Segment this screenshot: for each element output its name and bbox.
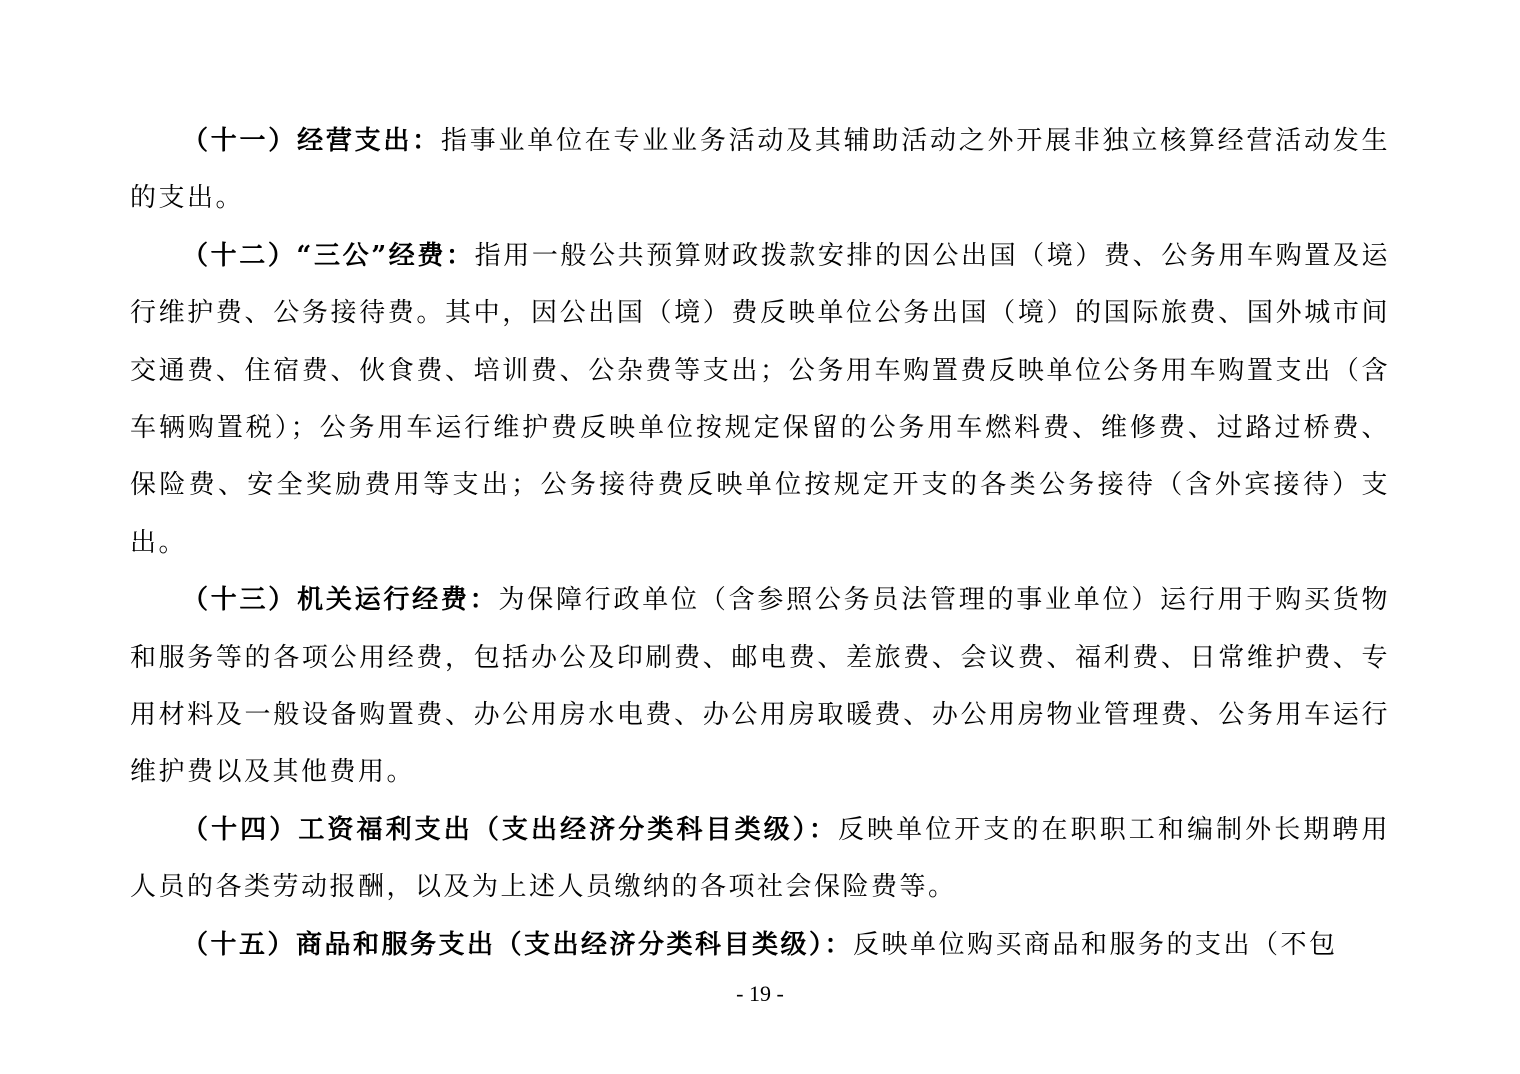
- page-number: - 19 -: [736, 981, 784, 1006]
- paragraph-three-public-expenses: [130, 228, 1390, 572]
- paragraph-wages-welfare-expenditure: [130, 802, 1390, 917]
- paragraph-heading: （十四）工资福利支出（支出经济分类科目类级）：: [182, 814, 838, 845]
- paragraph-heading: （十一）经营支出：: [182, 126, 441, 156]
- paragraph-heading: （十五）商品和服务支出（支出经济分类科目类级）：: [182, 929, 854, 960]
- paragraph-agency-operating-funds: [130, 572, 1390, 802]
- document-body: [130, 113, 1390, 974]
- paragraph-goods-services-expenditure: [130, 917, 1390, 974]
- paragraph-text: 反映单位开支的在职职工和编制外长期聘用人员的各类劳动报酬，以及为上述人员缴纳的各项社会保险费等。: [130, 814, 1390, 903]
- paragraph-operating-expenditure: [130, 113, 1390, 228]
- paragraph-heading: （十三）机关运行经费：: [182, 585, 499, 616]
- paragraph-text: 指用一般公共预算财政拨款安排的因公出国（境）费、公务用车购置及运行维护费、公务接待费。其中，因公出国（境）费反映单位公务出国（境）的国际旅费、国外城市间交通费、住宿费、伙食费、培训费、公杂费等支出；公务用车购置费反映单位公务用车购置支出（含车辆购置税）；公务用车运行维护费反映单位按规定保留的公务用车燃料费、维修费、过路过桥费、保险费、安全奖励费用等支出；公务接待费反映单位按规定开支的各类公务接待（含外宾接待）支出。: [130, 240, 1390, 558]
- paragraph-text: 反映单位购买商品和服务的支出（不包: [853, 929, 1338, 960]
- paragraph-text: 为保障行政单位（含参照公务员法管理的事业单位）运行用于购买货物和服务等的各项公用经费，包括办公及印刷费、邮电费、差旅费、会议费、福利费、日常维护费、专用材料及一般设备购置费、办公用房水电费、办公用房取暖费、办公用房物业管理费、公务用车运行维护费以及其他费用。: [130, 585, 1390, 788]
- paragraph-text: 指事业单位在专业业务活动及其辅助活动之外开展非独立核算经营活动发生的支出。: [130, 126, 1390, 214]
- paragraph-heading: （十二）“三公”经费：: [182, 240, 475, 271]
